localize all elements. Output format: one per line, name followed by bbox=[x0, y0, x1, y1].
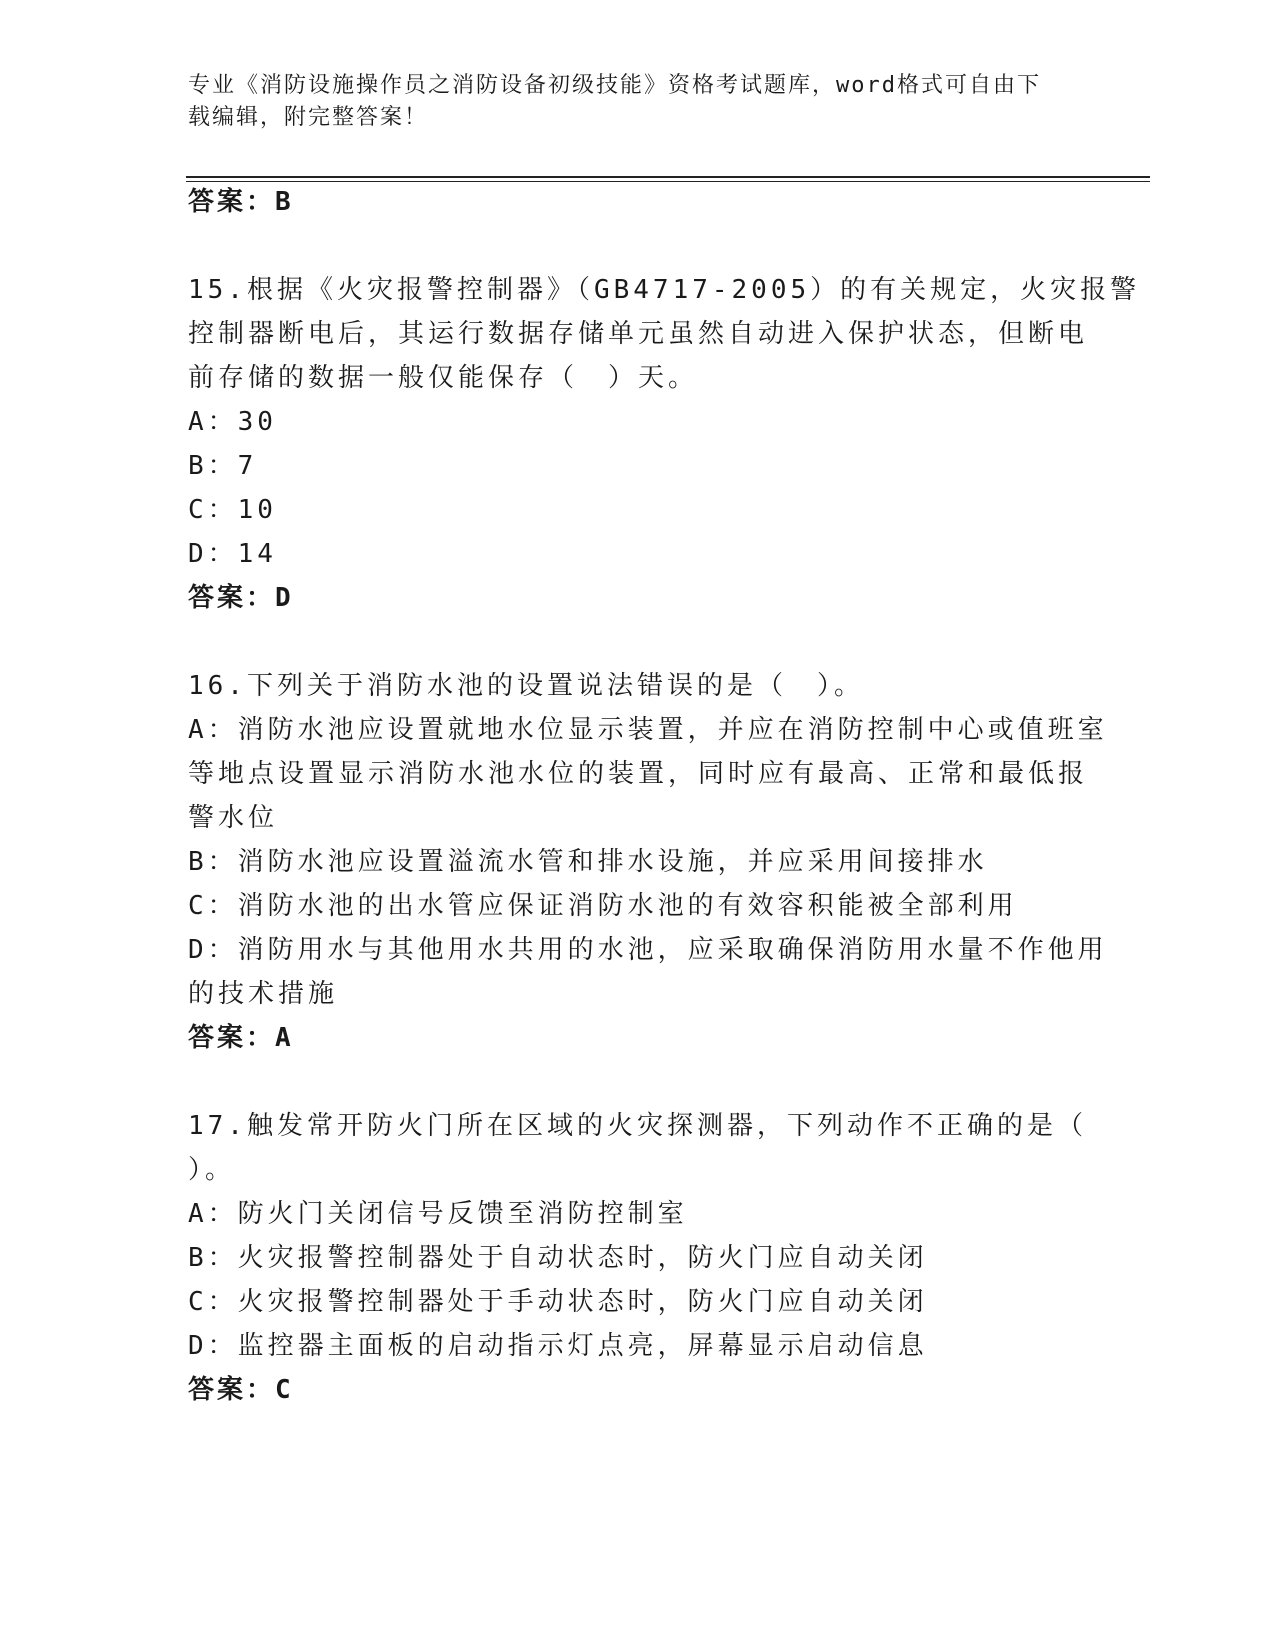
header-rule-thin bbox=[186, 181, 1150, 182]
question-15-stem-line-3: 前存储的数据一般仅能保存（ ）天。 bbox=[188, 363, 699, 393]
question-16-option-a-line-2: 等地点设置显示消防水池水位的装置，同时应有最高、正常和最低报 bbox=[188, 759, 1089, 789]
question-16-option-a-line-3: 警水位 bbox=[188, 803, 279, 833]
question-17-option-c: C：火灾报警控制器处于手动状态时，防火门应自动关闭 bbox=[188, 1287, 928, 1317]
header-line-2: 载编辑，附完整答案！ bbox=[188, 105, 429, 130]
question-16-stem: 16.下列关于消防水池的设置说法错误的是（ ）。 bbox=[188, 671, 864, 701]
question-17-option-d: D：监控器主面板的启动指示灯点亮，屏幕显示启动信息 bbox=[188, 1331, 928, 1361]
question-16-answer: 答案：A bbox=[188, 1023, 294, 1053]
question-17-option-b: B：火灾报警控制器处于自动状态时，防火门应自动关闭 bbox=[188, 1243, 928, 1273]
page-header bbox=[188, 70, 1068, 134]
question-17-stem-line-1: 17.触发常开防火门所在区域的火灾探测器，下列动作不正确的是（ bbox=[188, 1111, 1087, 1141]
question-16-option-a-line-1: A：消防水池应设置就地水位显示装置，并应在消防控制中心或值班室 bbox=[188, 715, 1108, 745]
question-17-stem-line-2: ）。 bbox=[188, 1155, 236, 1185]
question-16-option-b: B：消防水池应设置溢流水管和排水设施，并应采用间接排水 bbox=[188, 847, 988, 877]
previous-answer: 答案：B bbox=[188, 187, 294, 217]
question-15-option-c: C：10 bbox=[188, 495, 277, 525]
question-16-option-c: C：消防水池的出水管应保证消防水池的有效容积能被全部利用 bbox=[188, 891, 1018, 921]
question-16-option-d-line-1: D：消防用水与其他用水共用的水池，应采取确保消防用水量不作他用 bbox=[188, 935, 1108, 965]
question-15-stem-line-2: 控制器断电后，其运行数据存储单元虽然自动进入保护状态，但断电 bbox=[188, 319, 1089, 349]
question-15-option-b: B：7 bbox=[188, 451, 258, 481]
question-15-option-a: A：30 bbox=[188, 407, 277, 437]
question-15-stem-line-1: 15.根据《火灾报警控制器》（GB4717-2005）的有关规定，火灾报警 bbox=[188, 275, 1141, 305]
question-15-answer: 答案：D bbox=[188, 583, 294, 613]
question-17-answer: 答案：C bbox=[188, 1375, 294, 1405]
question-15-option-d: D：14 bbox=[188, 539, 277, 569]
header-rule-thick bbox=[186, 176, 1150, 178]
header-line-1: 专业《消防设施操作员之消防设备初级技能》资格考试题库，word格式可自由下 bbox=[188, 73, 1041, 98]
question-16-option-d-line-2: 的技术措施 bbox=[188, 979, 339, 1009]
question-17-option-a: A：防火门关闭信号反馈至消防控制室 bbox=[188, 1199, 688, 1229]
